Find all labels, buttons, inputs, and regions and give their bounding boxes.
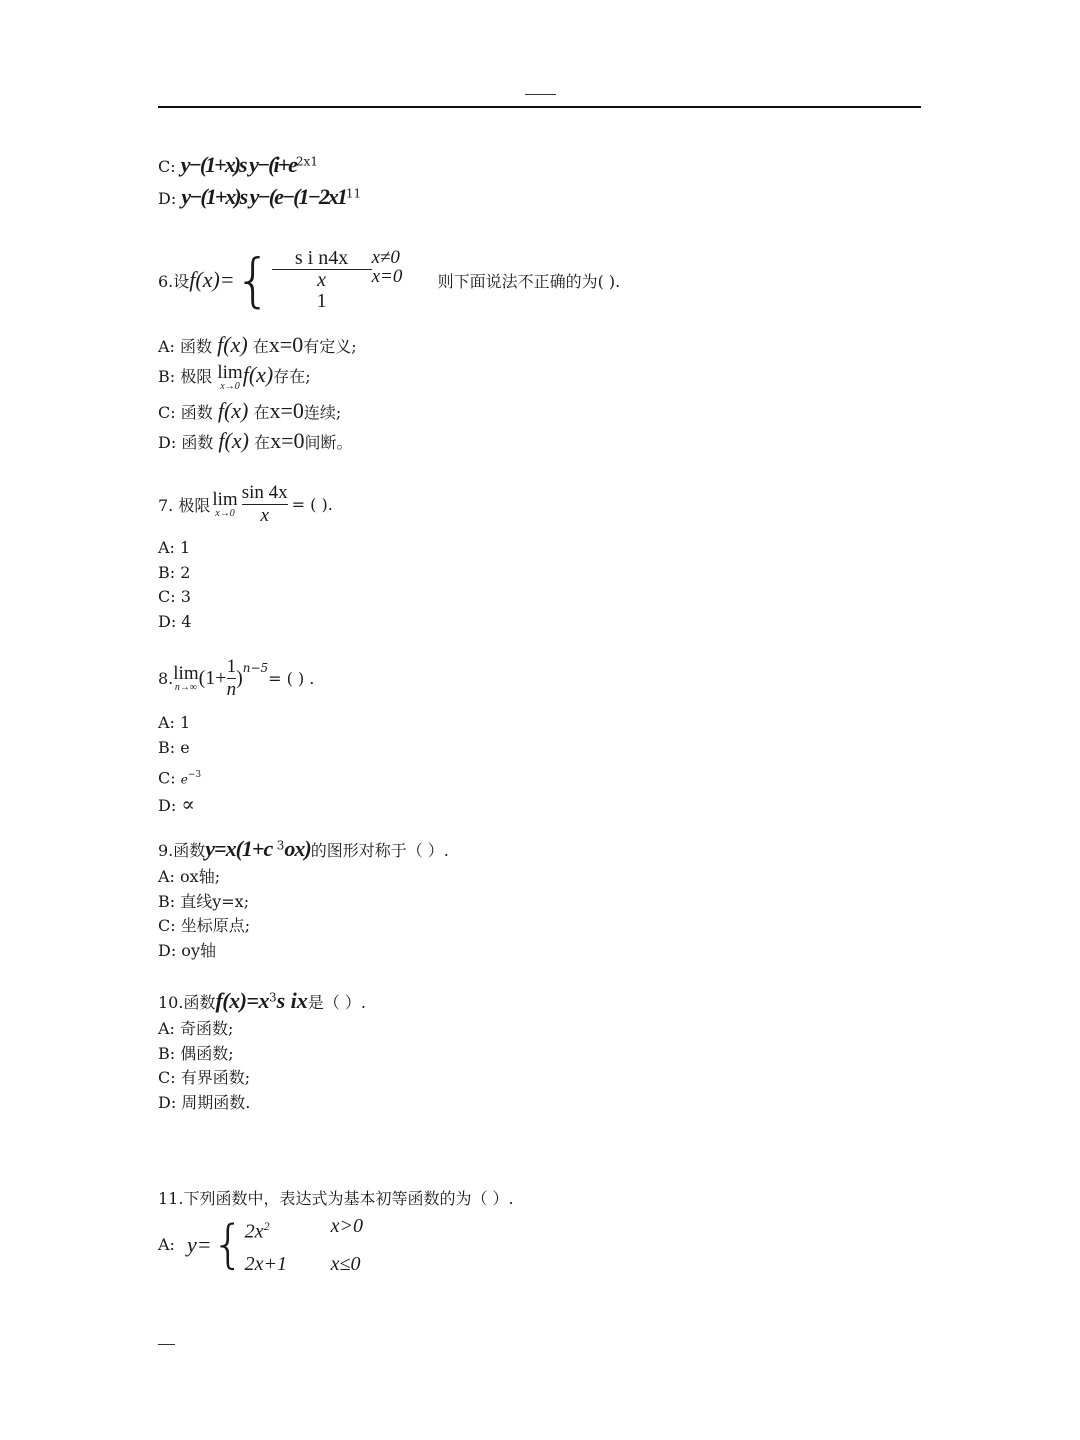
q9-option-d: D: oy轴 bbox=[158, 940, 216, 960]
question-6: 6.设 f(x)= { s i n4x x≠0 x 1 x=0 则下面说法不正确的为( ). bbox=[158, 246, 621, 314]
q10-option-d: D: 周期函数. bbox=[158, 1092, 251, 1112]
q5-option-d: D: y−(1+x)s $y-(e-(1-2x1^{11}$ bbox=[158, 184, 362, 209]
q7-options bbox=[158, 536, 191, 634]
q7-option-b: B: 2 bbox=[158, 562, 191, 582]
q7-option-c: C: 3 bbox=[158, 587, 191, 606]
q5-option-c: C: y−(1+x)s $y-(i+e^{2x1}$ bbox=[158, 152, 318, 177]
question-8: 8. lim n→∞ (1+ $\frac{1}{n}$ ) n−5 = ( ) . bbox=[158, 656, 315, 700]
q9-formula: y=x(1+c bbox=[205, 836, 277, 861]
question-7: 7. 极限 lim x→0 $\frac{\sin 4x}{x}$ = ( ). bbox=[158, 482, 333, 526]
q6-brace: { bbox=[234, 246, 272, 314]
header-rule bbox=[158, 106, 921, 108]
q8-option-d: D: ∝ bbox=[158, 792, 195, 817]
q8-option-a: A: 1 bbox=[158, 713, 191, 732]
q8-option-c: C: $e^{-3}$ bbox=[158, 768, 202, 788]
q8-option-b: B: e bbox=[158, 738, 190, 757]
q9-options bbox=[158, 865, 250, 963]
q5-option-d-formula: y−(1+x)s y−(e−(1−2x1 bbox=[181, 184, 346, 209]
question-10: 10.函数$f(x)=x^3s$ ix是（ ）. bbox=[158, 988, 366, 1013]
q10-options bbox=[158, 1017, 250, 1115]
question-11: 11.下列函数中，表达式为基本初等函数的为（ ）. bbox=[158, 1189, 514, 1208]
q10-option-a: A: 奇函数; bbox=[158, 1019, 234, 1038]
q10-option-c: C: 有界函数; bbox=[158, 1068, 251, 1087]
question-9: 9.函数y=x(1+c $^3$ox)的图形对称于（ ）. bbox=[158, 836, 449, 861]
q6-cases: s i n4x x≠0 x 1 x=0 bbox=[272, 248, 432, 312]
q6-function: f(x)= bbox=[189, 267, 235, 292]
q6-option-b: B: 极限 lim x→0 f(x)存在; bbox=[158, 362, 311, 392]
q7-option-a: A: 1 bbox=[158, 538, 191, 557]
q9-option-a: A: ox轴; bbox=[158, 867, 221, 886]
footer-dash bbox=[158, 1344, 175, 1345]
q10-option-b: B: 偶函数; bbox=[158, 1043, 234, 1063]
q10-formula: f(x)=x bbox=[215, 988, 269, 1013]
q11-cases: $2x^2$ x>0 2x+1 x≤0 bbox=[244, 1215, 364, 1275]
q9-option-b: B: 直线y=x; bbox=[158, 891, 250, 911]
q5-option-c-formula: y−(1+x)s y−(i+e bbox=[180, 152, 296, 177]
q11-brace: { bbox=[211, 1214, 245, 1275]
q6-option-a: A: 函数 f(x) 在x=0有定义; bbox=[158, 332, 357, 357]
q8-options bbox=[158, 710, 201, 818]
q7-fraction: $\frac{\sin 4x}{x}$ bbox=[241, 482, 288, 526]
q7-option-d: D: 4 bbox=[158, 611, 192, 631]
q11-option-a: A: y= { $2x^2$ x>0 2x+1 x≤0 bbox=[158, 1210, 391, 1280]
q6-option-c: C: 函数 f(x) 在x=0连续; bbox=[158, 398, 342, 423]
q9-option-c: C: 坐标原点; bbox=[158, 916, 251, 935]
q6-option-d: D: 函数 f(x) 在x=0间断。 bbox=[158, 428, 353, 453]
header-dash bbox=[525, 94, 556, 95]
q8-fraction: $\frac{1}{n}$ bbox=[226, 656, 237, 700]
